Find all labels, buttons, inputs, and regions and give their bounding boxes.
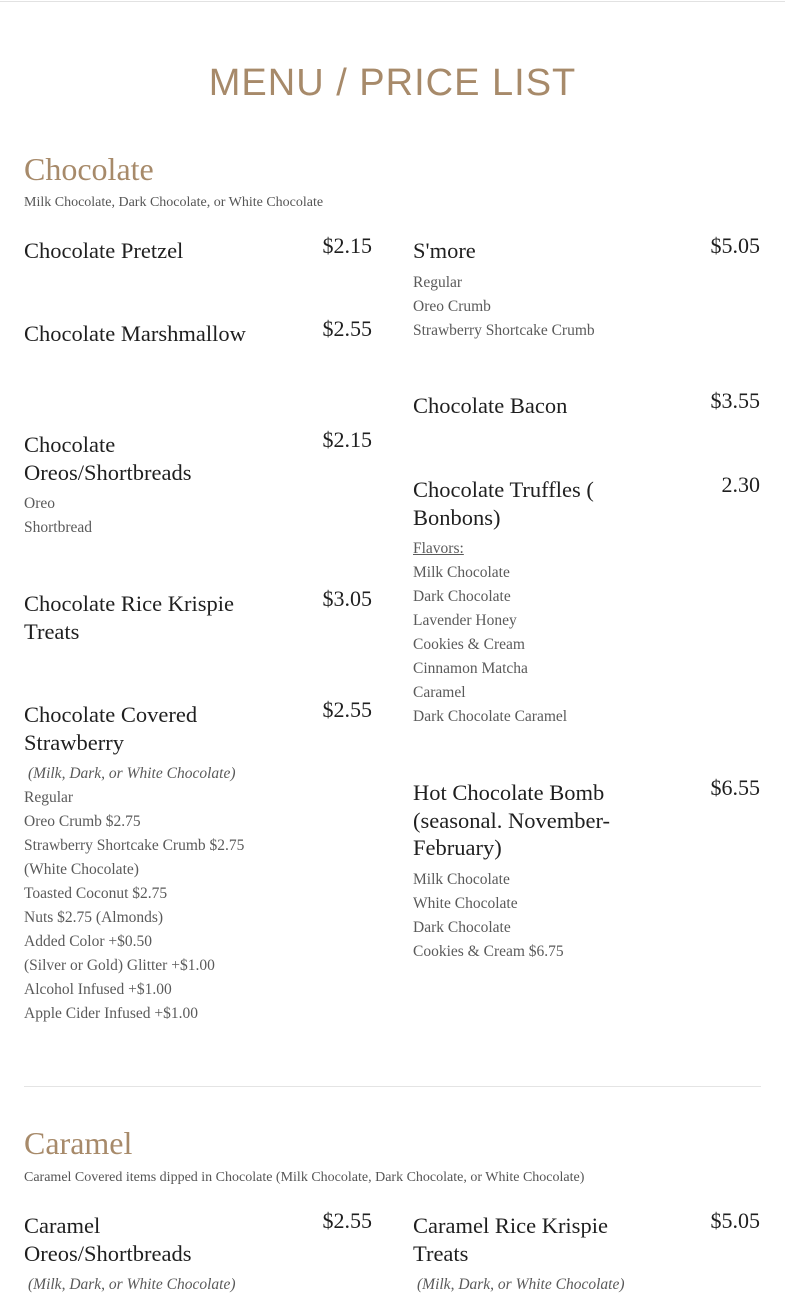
menu-item-caramel-oreos-shortbreads (24, 1208, 372, 1297)
item-option: Regular (413, 273, 463, 291)
item-name: Caramel Oreos/Shortbreads (24, 1213, 192, 1266)
top-rule (0, 1, 785, 2)
section-divider (24, 1086, 761, 1087)
item-price: $2.55 (322, 697, 372, 722)
item-price: $5.05 (710, 1208, 760, 1233)
section-description-caramel: Caramel Covered items dipped in Chocolate (Milk Chocolate, Dark Chocolate, or White Chocolate) (24, 1170, 585, 1185)
item-option: Shortbread (24, 519, 93, 536)
item-name: Chocolate Marshmallow (24, 321, 246, 346)
menu-item-chocolate-truffles (413, 472, 761, 729)
menu-item-hot-chocolate-bomb (413, 775, 761, 964)
item-option: Lavender Honey (413, 612, 517, 629)
menu-item-chocolate-bacon (413, 388, 761, 420)
item-option: Cookies & Cream (413, 636, 525, 653)
section-title-caramel: Caramel (24, 1125, 133, 1161)
item-name: Chocolate Rice Krispie Treats (24, 591, 234, 644)
item-option: Cookies & Cream $6.75 (413, 942, 564, 960)
item-price: 2.30 (721, 472, 760, 497)
item-price: $5.05 (710, 233, 760, 258)
item-option: Caramel (413, 684, 466, 701)
item-price: $3.05 (322, 586, 372, 611)
menu-item-chocolate-pretzel (24, 233, 372, 265)
item-option: Oreo Crumb $2.75 (24, 813, 141, 830)
menu-item-smore (413, 233, 761, 343)
item-option: Cinnamon Matcha (413, 660, 528, 677)
menu-item-caramel-rice-krispie-treats (413, 1208, 761, 1297)
item-name: Hot Chocolate Bomb (seasonal. November-February) (413, 780, 610, 860)
menu-item-chocolate-marshmallow (24, 316, 372, 348)
item-option: Milk Chocolate (413, 870, 510, 888)
item-price: $2.55 (322, 316, 372, 341)
page-title: MENU / PRICE LIST (208, 62, 577, 104)
menu-item-chocolate-covered-strawberry (24, 697, 372, 1026)
item-option: Apple Cider Infused +$1.00 (24, 1005, 199, 1022)
item-name: Caramel Rice Krispie Treats (413, 1213, 608, 1266)
menu-item-chocolate-oreos-shortbreads (24, 427, 372, 540)
item-option: Dark Chocolate (413, 918, 511, 936)
item-name: Chocolate Covered Strawberry (24, 702, 198, 755)
item-option: (Silver or Gold) Glitter +$1.00 (24, 957, 215, 974)
flavors-subheading: Flavors: (413, 540, 464, 557)
item-name: Chocolate Oreos/Shortbreads (24, 432, 192, 485)
item-name: S'more (413, 238, 476, 263)
item-option: Dark Chocolate (413, 588, 511, 605)
menu-item-chocolate-rice-krispie-treats (24, 586, 372, 645)
item-option: White Chocolate (413, 894, 518, 912)
item-price: $2.15 (322, 233, 372, 258)
item-name: Chocolate Truffles ( Bonbons) (413, 477, 594, 530)
item-option: Strawberry Shortcake Crumb $2.75 (24, 837, 245, 854)
section-title-chocolate: Chocolate (24, 151, 154, 187)
item-option: Regular (24, 789, 74, 806)
item-option: Dark Chocolate Caramel (413, 708, 568, 725)
item-option: Oreo Crumb (413, 297, 491, 315)
item-option: Oreo (24, 495, 55, 512)
item-price: $2.15 (322, 427, 372, 452)
item-price: $6.55 (710, 775, 760, 800)
item-name: Chocolate Pretzel (24, 238, 184, 263)
item-option: Milk Chocolate (413, 564, 510, 581)
item-option: Added Color +$0.50 (24, 933, 152, 950)
item-note: (Milk, Dark, or White Chocolate) (28, 765, 236, 782)
item-option: Strawberry Shortcake Crumb (413, 321, 595, 339)
item-option: (White Chocolate) (24, 861, 139, 878)
section-description-chocolate: Milk Chocolate, Dark Chocolate, or White Chocolate (24, 195, 324, 210)
item-option: Nuts $2.75 (Almonds) (24, 909, 164, 926)
item-price: $3.55 (710, 388, 760, 413)
item-name: Chocolate Bacon (413, 393, 568, 418)
item-option: Alcohol Infused +$1.00 (24, 981, 172, 998)
item-option: Toasted Coconut $2.75 (24, 885, 168, 902)
item-note: (Milk, Dark, or White Chocolate) (28, 1276, 236, 1293)
item-note: (Milk, Dark, or White Chocolate) (417, 1276, 625, 1293)
item-price: $2.55 (322, 1208, 372, 1233)
